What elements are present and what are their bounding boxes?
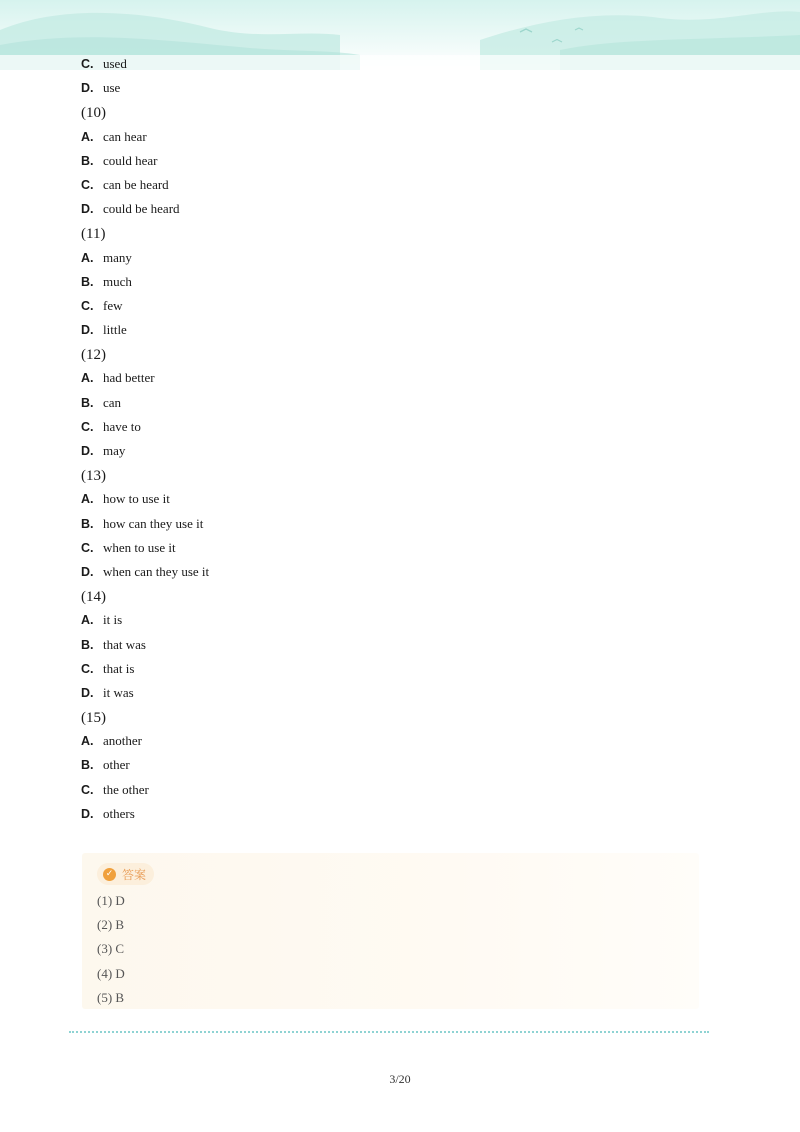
option-text: can be heard — [103, 176, 169, 192]
option-item — [81, 318, 721, 342]
option-text: how to use it — [103, 491, 170, 507]
option-letter: A. — [81, 250, 94, 265]
option-item — [81, 173, 721, 197]
option-item — [81, 246, 721, 270]
option-text: had better — [103, 370, 155, 386]
question-block — [81, 100, 721, 221]
option-item — [81, 197, 721, 221]
option-text: when to use it — [103, 539, 176, 555]
answer-tag — [97, 863, 154, 885]
answer-item: (2) B — [97, 917, 125, 933]
question-block — [81, 342, 721, 463]
option-letter: A. — [81, 492, 94, 507]
question-number: (14) — [81, 589, 106, 606]
option-letter: C. — [81, 298, 94, 313]
option-item — [81, 415, 721, 439]
question-number: (13) — [81, 468, 106, 485]
option-item — [81, 125, 721, 149]
option-item — [81, 487, 721, 511]
option-letter: A. — [81, 371, 94, 386]
option-item — [81, 633, 721, 657]
option-item — [81, 76, 721, 100]
option-letter: C. — [81, 661, 94, 676]
option-text: could hear — [103, 152, 158, 168]
option-letter: B. — [81, 395, 94, 410]
answer-label: 答案 — [122, 867, 147, 882]
option-item — [81, 439, 721, 463]
option-text: few — [103, 297, 123, 313]
option-letter: B. — [81, 516, 94, 531]
option-letter: A. — [81, 129, 94, 144]
question-block — [81, 463, 721, 584]
answer-item: (4) D — [97, 965, 125, 981]
option-letter: D. — [81, 81, 94, 96]
option-text: much — [103, 273, 132, 289]
question-number: (15) — [81, 710, 106, 727]
option-text: that was — [103, 636, 146, 652]
option-text: another — [103, 733, 142, 749]
option-text: little — [103, 322, 127, 338]
option-item — [81, 657, 721, 681]
option-letter: C. — [81, 419, 94, 434]
answer-item: (1) D — [97, 893, 125, 908]
answer-panel — [82, 853, 699, 1009]
option-text: that is — [103, 660, 135, 676]
option-text: can — [103, 394, 122, 410]
option-text: others — [103, 805, 135, 821]
option-letter: D. — [81, 564, 94, 579]
question-block — [81, 221, 721, 342]
option-text: when can they use it — [103, 563, 210, 579]
option-letter: C. — [81, 57, 94, 71]
question-number: (11) — [81, 226, 106, 243]
question-number: (12) — [81, 347, 106, 364]
option-text: could be heard — [103, 201, 180, 217]
page-number: 3/20 — [389, 1072, 411, 1086]
option-item — [81, 294, 721, 318]
option-item — [81, 560, 721, 584]
answer-item: (3) C — [97, 941, 125, 957]
answer-list — [97, 889, 125, 1010]
option-letter: D. — [81, 806, 94, 821]
answer-item: (5) B — [97, 989, 125, 1005]
option-item — [81, 729, 721, 753]
option-letter: B. — [81, 274, 94, 289]
question-block — [81, 584, 721, 705]
option-text: used — [103, 56, 127, 71]
option-text: can hear — [103, 128, 147, 144]
check-circle-icon: ✓ — [103, 868, 116, 881]
option-letter: A. — [81, 734, 94, 749]
option-item — [81, 778, 721, 802]
option-text: have to — [103, 418, 141, 434]
option-text: the other — [103, 781, 149, 797]
option-item — [81, 149, 721, 173]
option-letter: C. — [81, 782, 94, 797]
option-letter: B. — [81, 637, 94, 652]
option-item — [81, 52, 721, 76]
option-letter: D. — [81, 323, 94, 338]
option-item — [81, 270, 721, 294]
option-text: may — [103, 443, 126, 458]
option-item — [81, 608, 721, 632]
question-number: (10) — [81, 105, 106, 122]
option-item — [81, 512, 721, 536]
option-text: how can they use it — [103, 515, 204, 531]
option-item — [81, 753, 721, 777]
option-text: use — [103, 80, 121, 96]
option-item — [81, 366, 721, 390]
option-text: it is — [103, 612, 123, 628]
question-block — [81, 52, 721, 100]
option-letter: B. — [81, 758, 94, 773]
option-text: it was — [103, 684, 134, 700]
option-letter: B. — [81, 153, 94, 168]
question-block — [81, 705, 721, 826]
option-text: many — [103, 249, 132, 265]
option-letter: D. — [81, 444, 94, 458]
question-options-list — [81, 52, 721, 826]
option-letter: A. — [81, 613, 94, 628]
option-item — [81, 391, 721, 415]
option-letter: D. — [81, 202, 94, 217]
option-letter: C. — [81, 177, 94, 192]
option-letter: D. — [81, 685, 94, 700]
option-item — [81, 681, 721, 705]
option-text: other — [103, 757, 130, 773]
dotted-divider — [69, 1031, 709, 1033]
option-item — [81, 802, 721, 826]
option-item — [81, 536, 721, 560]
option-letter: C. — [81, 540, 94, 555]
